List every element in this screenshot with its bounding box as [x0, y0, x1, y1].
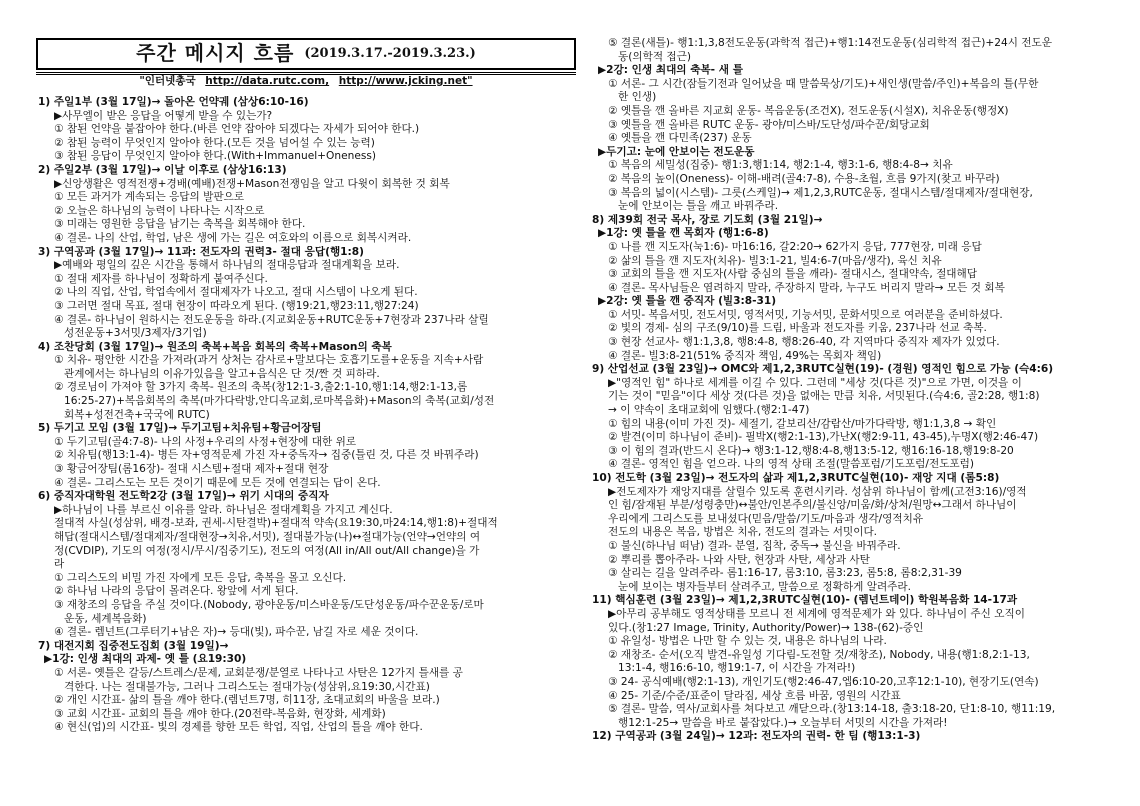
list-item: ① 불신(하나님 떠남) 결과- 분열, 집착, 중독→ 불신을 바꿔주라. — [608, 539, 901, 552]
list-item: ④ 결론- 하나님이 원하시는 전도운동을 하라.(지교회운동+RUTC운동+7현장과 237나라 살릴 — [54, 313, 489, 326]
list-item: ▶"영적인 힘" 하나로 세계를 이길 수 있다. 그런데 "세상 것(다른 것)"으로 가면, 이것을 이 — [608, 376, 1022, 389]
list-item: ⑤ 결론(새틀)- 행1:1,3,8전도운동(과학적 접근)+행1:14전도운동(심리학적 접근)+24시 전도운 — [608, 37, 1053, 49]
list-item: ④ 결론- 렘넌트(그루터기+남은 자)→ 등대(빛), 파수꾼, 남길 자로 세운 것이다. — [54, 626, 419, 639]
list-item: ③ 재창조의 응답을 주실 것이다.(Nobody, 광야운동/미스바운동/도단성운동/파수꾼운동/로마 — [54, 598, 484, 611]
list-item: 13:1-4, 행16:6-10, 행19:1-7, 이 시간을 가져라!) — [618, 662, 856, 675]
list-item: ② 치유팀(행13:1-4)- 병든 자+영적문제 가진 자+중독자→ 집중(틀린 것, 다른 것 바꿔주라) — [54, 449, 479, 462]
list-item: ① 모든 과거가 계속되는 응답의 발판으로 — [54, 191, 245, 204]
date-range: (2019.3.17.-2019.3.23.) — [304, 46, 476, 62]
list-item: ② 삶의 틀을 깬 지도자(치유)- 빌3:1-21, 빌4:6-7(마음/생각), 육신 치유 — [608, 254, 942, 267]
sub-heading: ▶1강: 인생 최대의 과제- 옛 틀 (요19:30) — [44, 653, 247, 666]
list-item: ⑤ 결론- 말씀, 역사/교회사를 쳐다보고 깨닫으라.(창13:14-18, 출3:18-20, 단1:8-10, 행11:19, — [608, 703, 1056, 716]
list-item: 있다.(창1:27 Image, Trinity, Authority/Power)→ 138-(62)-증인 — [608, 621, 924, 634]
list-item: ① 치유- 평안한 시간을 가져라(과거 상처는 감사로+말보다는 호흡기도를+운동을 지속+사람 — [54, 354, 484, 367]
section-heading: 5) 두기고 모임 (3월 17일)→ 두기고팀+치유팀+황금어장팀 — [38, 422, 322, 435]
list-item: ② 경로님이 가져야 할 3가지 축복- 원조의 축복(창12:1-3,출2:1-10,행1:14,행2:1-13,롬 — [54, 381, 468, 394]
section-heading: 12) 구역공과 (3월 24일)→ 12과: 전도자의 권력- 한 팀 (행13:1-3) — [592, 730, 921, 743]
list-item: ① 유일성- 방법은 나만 할 수 있는 것, 내용은 하나님의 나라. — [608, 635, 887, 648]
list-item: ① 절대 제자를 하나님이 정확하게 붙여주신다. — [54, 272, 268, 285]
list-item: 우리에게 그리스도를 보내셨다(믿음/말씀/기도/마음과 생각/영적치유 — [608, 512, 924, 525]
list-item: ② 참된 능력이 무엇인지 알아야 한다.(모든 것을 넘어설 수 있는 능력) — [54, 136, 375, 149]
list-item: ③ 살리는 길을 알려주라- 롬1:16-17, 롬3:10, 롬3:23, 롬5:8, 롬8:2,31-39 — [608, 567, 962, 580]
jcking-site-link[interactable]: http://www.jcking.net" — [338, 75, 473, 87]
list-item: ② 나의 직업, 산업, 학업속에서 절대제자가 나오고, 절대 시스템이 나오게 된다. — [54, 286, 418, 299]
list-item: ③ 미래는 영원한 응답을 남기는 축복을 회복해야 한다. — [54, 218, 306, 231]
list-item: ② 오늘은 하나님의 능력이 나타나는 시작으로 — [54, 204, 265, 217]
section-heading: 4) 조찬당회 (3월 17일)→ 원조의 축복+복음 회복의 축복+Mason의 축복 — [38, 340, 392, 353]
page-title: 주간 메시지 흐름 — [136, 41, 295, 66]
list-item: ② 복음의 높이(Oneness)- 이해-배려(골4:7-8), 수용-초월, 흐름 9가지(찾고 바꾸라) — [608, 172, 1000, 185]
section-heading: 2) 주일2부 (3월 17일)→ 이날 이후로 (삼상16:13) — [38, 163, 287, 176]
list-item: ② 빛의 경제- 심의 구조(9/10)를 드림, 바울과 전도자를 키움, 237나라 선교 축복. — [608, 322, 987, 335]
list-item: ① 힘의 내용(이미 가진 것)- 세절기, 갈보리산/감람산/마가다락방, 행1:1,3,8 → 확인 — [608, 417, 997, 430]
data-site-link[interactable]: http://data.rutc.com, — [205, 75, 330, 87]
list-item: ③ 황금어장팀(롬16장)- 절대 시스템+절대 제자+절대 현장 — [54, 463, 329, 476]
site-links — [36, 75, 576, 89]
left-column — [38, 96, 576, 735]
list-item: ② 하나님 나라의 응답이 몰려온다. 왕앞에 서게 된다. — [54, 585, 299, 598]
list-item: ▶신앙생활은 영적전쟁+경배(예배)전쟁+Mason전쟁임을 알고 다윗이 회복한 것 회복 — [54, 177, 450, 190]
section-heading: 11) 핵심훈련 (3월 23일)→ 제1,2,3RUTC실현(10)- (렘넌트데이) 학원복음화 14-17과 — [592, 594, 1018, 607]
section-heading: 3) 구역공과 (3월 17일)→ 11과: 전도자의 권력3- 절대 응답(행1:8) — [38, 245, 365, 258]
list-item: ③ 이 힘의 결과(반드시 온다)→ 행3:1-12,행8:4-8,행13:5-12, 행16:16-18,행19:8-20 — [608, 444, 1014, 457]
section-heading: 10) 전도학 (3월 23일)→ 전도자의 삶과 제1,2,3RUTC실현(10)- 재앙 지대 (롬5:8) — [592, 472, 1000, 484]
list-item: 눈에 보이는 병자들부터 살려주고, 말씀으로 정확하게 알려주라. — [618, 580, 912, 593]
section-heading: 7) 대전지회 집중전도집회 (3월 19일)→ — [38, 639, 229, 652]
list-item: ③ 현장 선교사- 행1:1,3,8, 행8:4-8, 행8:26-40, 각 지역마다 중직자 제자가 있었다. — [608, 336, 1000, 349]
title-box — [36, 38, 576, 70]
section-heading: 9) 산업선교 (3월 23일)→ OMC와 제1,2,3RUTC실현(19)- (경원) 영적인 힘으로 가능 (슥4:6) — [592, 363, 1054, 376]
list-item: 전도의 내용은 복음, 방법은 치유, 전도의 결과는 서밋이다. — [608, 526, 878, 539]
sub-heading: ▶1강: 옛 틀을 깬 목회자 (행1:6-8) — [598, 227, 769, 240]
list-item: ▶아무리 공부해도 영적상태를 모르니 전 세계에 영적문제가 와 있다. 하나님이 주신 오직이 — [608, 607, 1025, 620]
list-item: ③ 교회 시간표- 교회의 틀을 깨야 한다.(20전략-복음화, 현장화, 세계화) — [54, 707, 386, 720]
list-item: ▶예배와 평일의 깊은 시간을 통해서 하나님의 절대응답과 절대계획을 보라. — [54, 259, 400, 272]
list-item: ① 서론- 옛틀은 갈등/스트레스/문제, 교회분쟁/분열로 나타나고 사탄은 12가지 틀새를 공 — [54, 666, 463, 679]
list-item: ③ 옛틀을 깬 올바른 RUTC 운동- 광야/미스바/도단성/파수꾼/회당교회 — [608, 118, 930, 131]
list-item: 격한다. 나는 절대불가능, 그러나 그리스도는 절대가능(성삼위,요19:30,시간표) — [64, 680, 430, 693]
sub-heading: ▶2강: 인생 최대의 축복- 새 틀 — [598, 64, 743, 77]
sub-heading: ▶두기고: 눈에 안보이는 전도운동 — [598, 145, 755, 158]
list-item: ① 서론- 그 시간(잠들기전과 일어났을 때 말씀묵상/기도)+새인생(말씀/주인)+복음의 틀(무한 — [608, 77, 1039, 90]
list-item: ③ 교회의 틀을 깬 지도자(사람 중심의 틀을 깨라)- 절대시스, 절대약속, 절대해답 — [608, 268, 977, 281]
list-item: ③ 그러면 절대 목표, 절대 현장이 따라오게 된다. (행19:21,행23:11,행27:24) — [54, 299, 419, 312]
list-item: ④ 25- 기준/수준/표준이 달라짐, 세상 흐름 바꿈, 영원의 시간표 — [608, 689, 901, 702]
section-heading: 1) 주일1부 (3월 17일)→ 돌아온 언약궤 (삼상6:10-16) — [38, 96, 309, 108]
list-item: ④ 결론- 빌3:8-21(51% 중직자 책임, 49%는 목회자 책임) — [608, 349, 882, 362]
sub-heading: ▶2강: 옛 틀을 깬 중직자 (빌3:8-31) — [598, 295, 777, 308]
list-item: ▶전도제자가 재앙지대를 살릴수 있도록 훈련시키라. 성삼위 하나님이 함께(고전3:16)/영적 — [608, 485, 1027, 498]
list-item: 절대적 사실(성삼위, 배경-보좌, 권세-시탄결박)+절대적 약속(요19:30,마24:14,행1:8)+절대적 — [54, 517, 498, 530]
list-item: 회복+성전건축+국국에 RUTC) — [64, 408, 210, 421]
list-item: ④ 현신(업)의 시간표- 빛의 경제를 향한 모든 학업, 직업, 산업의 틀을 깨야 한다. — [54, 721, 423, 734]
list-item: ④ 옛틀을 깬 다민족(237) 운동 — [608, 132, 752, 145]
list-item: 한 인생) — [618, 91, 657, 104]
section-heading: 8) 제39회 전국 목사, 장로 기도회 (3월 21일)→ — [592, 213, 823, 226]
list-item: ③ 24- 공식예배(행2:1-13), 개인기도(행2:46-47,엡6:10-20,고후12:1-10), 현장기도(연속) — [608, 675, 1039, 688]
section-heading: 6) 중직자대학원 전도학2강 (3월 17일)→ 위기 시대의 중직자 — [38, 490, 329, 503]
list-item: ④ 결론- 나의 산업, 학업, 남은 생에 가는 길은 여호와의 이름으로 회복시켜라. — [54, 231, 412, 244]
list-item: 기는 것이 "믿음"이다 세상 것(다른 것)을 없애는 만큼 치유, 서밋된다.(슥4:6, 골2:28, 행1:8) — [608, 390, 1040, 403]
list-item: ④ 결론- 목사님들은 염려하지 말라, 주장하지 말라, 누구도 버리지 말라→ 모든 것 회복 — [608, 281, 1005, 294]
list-item: ① 두기고팀(골4:7-8)- 나의 사정+우리의 사정+현장에 대한 위로 — [54, 435, 357, 448]
list-item: ▶하나님이 나를 부르신 이유를 알라. 하나님은 절대계획을 가지고 계신다. — [54, 503, 393, 516]
list-item: ④ 결론- 영적인 힘을 얻으라. 나의 영적 상태 조절(말씀포럼/기도포럼/전도포럼) — [608, 458, 975, 471]
list-item: ① 그리스도의 비밀 가진 자에게 모든 응답, 축복을 몰고 오신다. — [54, 571, 347, 584]
list-item: 라 — [54, 558, 65, 571]
list-item: ③ 복음의 넓이(시스템)- 그릇(스케일)→ 제1,2,3,RUTC운동, 절대시스템/절대제자/절대현장, — [608, 186, 1033, 199]
list-item: 인 힘/잠재된 부분/성령충만)↔불안/인본주의/불신앙/미움/화/상처/원망↔그래서 하나님이 — [608, 499, 1017, 512]
list-item: 성전운동+3서밋/3제자/3기업) — [64, 327, 207, 340]
list-item: 행12:1-25→ 말씀을 바로 붙잡았다.)→ 오늘부터 서밋의 시간을 가져라! — [618, 716, 948, 729]
list-item: 정(CVDIP), 기도의 여정(정시/무시/집중기도), 전도의 여정(All in/All out/All change)을 가 — [54, 544, 480, 557]
list-item: 운동, 세계복음화) — [64, 612, 147, 625]
list-item: ② 발견(이미 하나님이 준비)- 필박X(행2:1-13),가난X(행2:9-11, 43-45),누명X(행2:46-47) — [608, 431, 1039, 444]
list-item: ② 개인 시간표- 삶의 틀을 깨야 한다.(렘넌트7명, 히11장, 초대교회의 바울을 보라.) — [54, 694, 440, 707]
list-item: ② 재창조- 순서(오직 발견-유일성 기다림-도전할 것/재창조), Nobody, 내용(행1:8,2:1-13, — [608, 648, 1030, 661]
list-item: ② 뿌리를 뽑아주라- 나와 사탄, 현장과 사탄, 세상과 사탄 — [608, 553, 870, 566]
right-column — [592, 37, 1114, 744]
list-item: ① 복음의 세밀성(집중)- 행1:3,행1:14, 행2:1-4, 행3:1-6, 행8:4-8→ 치유 — [608, 159, 953, 172]
list-item: ① 서밋- 복음서밋, 전도서밋, 영적서밋, 기능서밋, 문화서밋으로 여러분을 준비하셨다. — [608, 308, 1003, 321]
list-item: ④ 결론- 그리스도는 모든 것이기 때문에 모든 것에 연결되는 답이 온다. — [54, 476, 381, 489]
list-item: ① 나를 깬 지도자(눅1:6)- 마16:16, 갈2:20→ 62가지 응답, 777현장, 미래 응답 — [608, 240, 982, 253]
list-item: → 이 약속이 초대교회에 임했다.(행2:1-47) — [608, 404, 810, 417]
list-item: 동(의학적 접근) — [618, 50, 692, 63]
list-item: 관계에서는 하나님의 이유가있음을 알고+음식은 단 것/짠 것 피하라. — [64, 367, 380, 380]
list-item: ③ 참된 응답이 무엇인지 알아야 한다.(With+Immanuel+Oneness) — [54, 150, 377, 163]
list-item: 16:25-27)+복음회복의 축복(마가다락방,안디옥교회,로마복음화)+Mason의 축복(교회/성전 — [64, 395, 495, 408]
list-item: 해답(절대시스템/절대제자/절대현장→치유,서밋), 절대불가능(나)↔절대가능(언약→언약의 여 — [54, 531, 481, 543]
list-item: ② 옛틀을 깬 올바른 지교회 운동- 복음운동(조건X), 전도운동(시설X), 치유운동(행정X) — [608, 104, 1009, 117]
list-item: 눈에 안보이는 틀을 깨고 바꿔주라. — [618, 200, 779, 213]
list-item: ① 참된 언약을 붙잡아야 한다.(바른 언약 잡아야 되겠다는 자세가 되어야 한다.) — [54, 123, 420, 136]
site-label: "인터넷총국 — [139, 75, 196, 87]
list-item: ▶사무엘이 받은 응답을 어떻게 받을 수 있는가? — [54, 109, 273, 122]
